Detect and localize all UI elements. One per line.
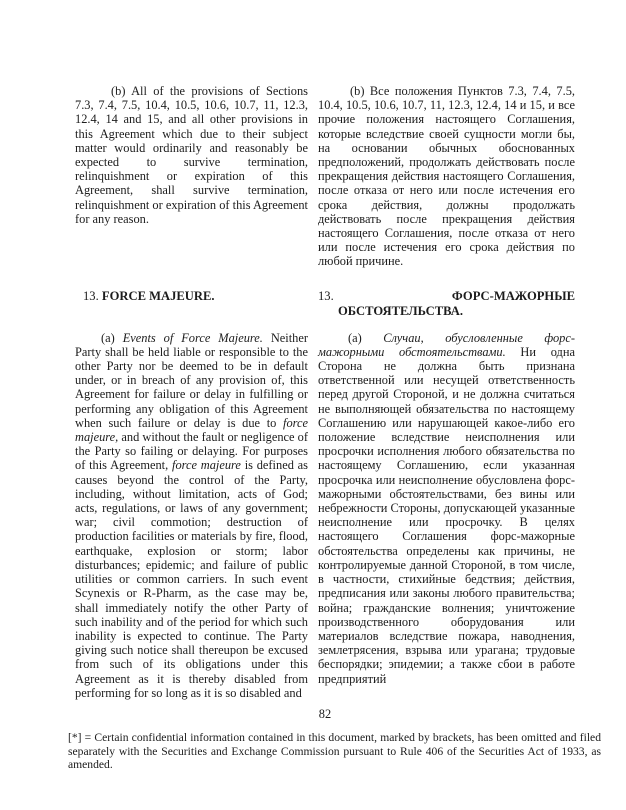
- paragraph-a-russian-label: (a): [348, 330, 384, 345]
- section-13-title-english: FORCE MAJEURE.: [101, 288, 215, 303]
- page-number: 82: [318, 707, 332, 721]
- paragraph-a-english-text-1: Neither Party shall be held liable or responsible to the other Party nor be deemed to be in default under, or in breach of any provision of, this Agreement for failure or delay in fulfilling or performing any obligation of this Agreement when such failure or delay is due to: [75, 330, 308, 430]
- two-column-text-block: [75, 84, 575, 700]
- section-13-title-russian-line1: ФОРС-МАЖОРНЫЕ: [451, 288, 575, 303]
- section-13-heading-english: [75, 289, 308, 304]
- paragraph-a-english-italic-intro: Events of Force Majeure.: [122, 330, 263, 345]
- paragraph-a-russian-text-1: Ни одна Сторона не должна быть признана ответственной или несущей ответственность перед другой Стороной, и не должна считаться не выполняющей обязательства по настоящему Соглашению или нарушающей какое-либо его положение вследствие неисполнения или просрочки исполнения любого обязательства по настоящему Соглашению, если указанная просрочка или неисполнение обусловлена форс-мажорными обстоятельствами, без вины или небрежности Стороны, допускающей указанные неисполнение или просрочку. В целях настоящего Соглашения форс-мажорные обстоятельства определены как причины, не контролируемые данной Стороной, в том числе, в частности, стихийные бедствия; действия, предписания или законы любого правительства; война; гражданские волнения; уничтожение производственного оборудования или материалов вследствие пожара, наводнения, землетрясения, взрыва или урагана; трудовые беспорядки; эпидемии; а также сбои в работе предприятий: [318, 344, 575, 686]
- section-13-number-english: 13.: [83, 288, 102, 303]
- section-13-title-russian-line2: ОБСТОЯТЕЛЬСТВА.: [338, 303, 464, 318]
- footnote: [*] = Certain confidential information contained in this document, marked by brackets, has been omitted and filed separately with the Securities and Exchange Commission pursuant to Rule 406 of the Securities Act of 1933, as amended.: [68, 731, 601, 772]
- paragraph-a-english: [75, 331, 308, 700]
- paragraph-a-russian-italic-intro: Случаи, обусловленные форс-мажорными обстоятельствами.: [318, 330, 575, 359]
- paragraph-a-english-text-3: is defined as causes beyond the control of the Party, including, without limitation, acts of God; acts, regulations, or laws of any government; war; civil commotion; destruction of production facilities or materials by fire, flood, earthquake, explosion or storm; labor disturbances; epidemic; and failure of public utilities or common carriers. In such event Scynexis or R-Pharm, as the case may be, shall immediately notify the other Party of such inability and of the period for which such inability is expected to continue. The Party giving such notice shall thereupon be excused from such of its obligations under this Agreement as it is thereby disabled from performing for so long as it is so disabled and: [75, 458, 308, 700]
- paragraph-b-russian: [318, 84, 575, 269]
- section-13-heading-russian: [318, 289, 575, 319]
- paragraph-b-russian-text: (b) Все положения Пунктов 7.3, 7.4, 7.5, 10.4, 10.5, 10.6, 10.7, 11, 12.3, 12.4, 14 и 15, и все прочие положения настоящего Соглашения, которые вследствие своей сущности могли бы, на основании обычных обоснованных предположений, продолжать действовать после прекращения действия настоящего Соглашения, после отказа от него или после истечения его срока действия, должны продолжать действовать после прекращения действия настоящего Соглашения, после отказа от него или после истечения его срока действия по любой причине.: [318, 84, 575, 269]
- paragraph-b-english: [75, 84, 308, 226]
- paragraph-a-english-italic-3: force majeure: [172, 458, 241, 473]
- paragraph-a-english-label: (a): [101, 330, 123, 345]
- section-13-number-russian: 13.: [318, 288, 334, 303]
- section-13-heading-russian-line1: [318, 289, 575, 304]
- paragraph-a-english-text-2: and without the fault or negligence of the Party so failing or delaying. For purposes of this Agreement,: [75, 430, 308, 473]
- paragraph-b-english-text: (b) All of the provisions of Sections 7.3, 7.4, 7.5, 10.4, 10.5, 10.6, 10.7, 11, 12.3, 12.4, 14 and 15, and all other provisions in this Agreement which due to their subject matter would ordinarily and reasonably be expected to survive termination, relinquishment or expiration of this Agreement, shall survive termination, relinquishment or expiration of this Agreement for any reason.: [75, 84, 308, 226]
- paragraph-a-english-italic-2: force majeure,: [75, 415, 308, 445]
- paragraph-a-russian: [318, 331, 575, 686]
